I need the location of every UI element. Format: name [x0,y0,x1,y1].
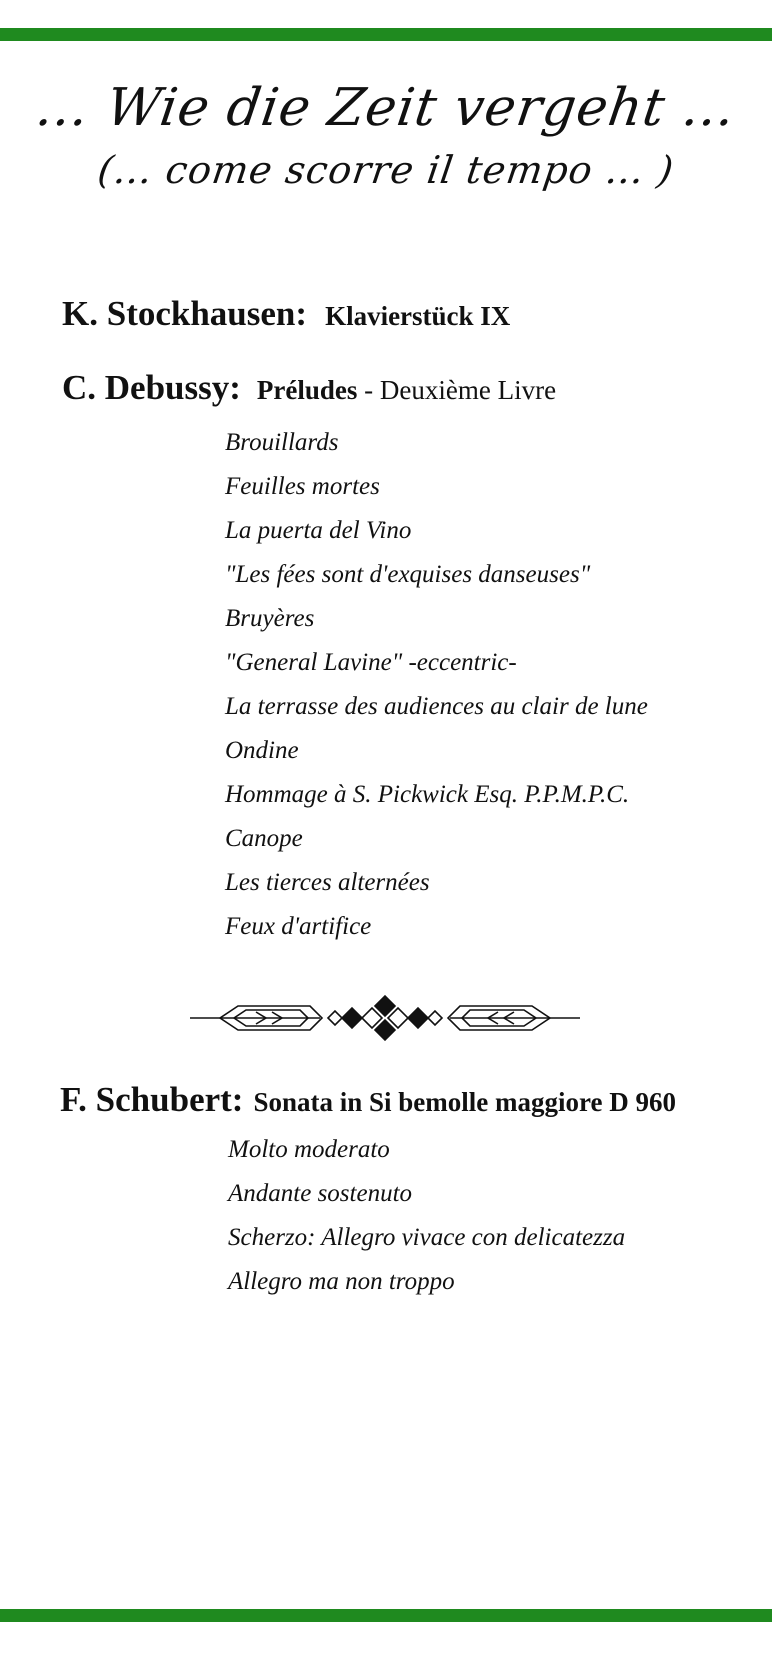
movement-item: "Les fées sont d'exquises danseuses" [225,561,591,588]
movement-item: Feuilles mortes [225,473,380,500]
movement-item: Brouillards [225,429,339,456]
movement-item: Feux d'artifice [225,913,372,940]
movement-item: "General Lavine" -eccentric- [225,649,517,676]
movement-item: La puerta del Vino [225,517,412,544]
program-entry-debussy [62,368,556,408]
work-title: Sonata in Si bemolle maggiore D 960 [253,1087,676,1117]
composer-name: F. Schubert: [60,1080,244,1119]
page-subtitle: (… come scorre il tempo … ) [95,148,677,192]
movement-item: Molto moderato [228,1136,390,1163]
movement-item: Andante sostenuto [228,1180,413,1207]
work-title: Klavierstück IX [325,301,511,331]
movement-item: Canope [225,825,303,852]
movement-item: Allegro ma non troppo [228,1268,455,1295]
movement-item: Bruyères [225,605,315,632]
movement-item: La terrasse des audiences au clair de lune [225,693,648,720]
movement-item: Hommage à S. Pickwick Esq. P.P.M.P.C. [225,781,630,808]
bottom-green-rule [0,1609,772,1622]
top-green-rule [0,28,772,41]
movement-item: Les tierces alternées [225,869,430,896]
page-title: … Wie die Zeit vergeht … [32,78,740,138]
schubert-movement-list [228,1128,625,1304]
work-subtitle: - Deuxième Livre [357,375,557,405]
debussy-movement-list [225,421,648,949]
work-title: Préludes [256,375,358,405]
program-entry-schubert [60,1080,676,1120]
ornamental-divider-icon [190,990,580,1046]
composer-name: C. Debussy: [62,368,241,407]
movement-item: Scherzo: Allegro vivace con delicatezza [228,1224,626,1251]
movement-item: Ondine [225,737,299,764]
composer-name: K. Stockhausen: [62,294,308,333]
program-entry-stockhausen [62,294,510,334]
